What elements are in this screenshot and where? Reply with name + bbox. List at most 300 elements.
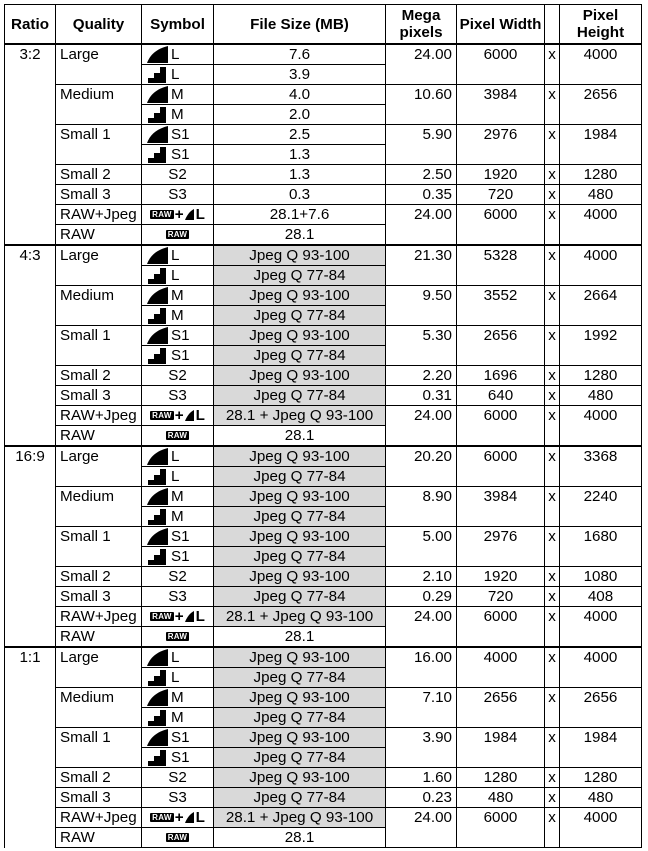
pixel-height-cell: 2656 — [560, 688, 642, 728]
mega-pixels-cell — [386, 627, 457, 648]
table-row — [5, 185, 642, 205]
pixel-height-cell: 4000 — [560, 808, 642, 828]
mega-pixels-cell: 16.00 — [386, 647, 457, 688]
header-file-size: File Size (MB) — [214, 5, 386, 45]
header-row — [5, 5, 642, 45]
quality-symbol — [142, 185, 213, 204]
symbol-label: L — [171, 267, 180, 284]
table-row — [5, 426, 642, 447]
pixel-height-cell: 1984 — [560, 728, 642, 768]
symbol-label: L — [171, 649, 180, 666]
raw-badge-icon: RAW — [167, 632, 188, 641]
file-size-cell: 4.0 — [214, 85, 386, 105]
normal-quality-icon — [146, 66, 168, 83]
table-row — [5, 245, 642, 266]
pixel-height-cell: 4000 — [560, 205, 642, 225]
table-row — [5, 386, 642, 406]
pixel-height-cell: 1280 — [560, 165, 642, 185]
times-cell: x — [545, 44, 560, 85]
normal-quality-icon — [146, 468, 168, 485]
table-row — [5, 44, 642, 65]
file-size-cell: 28.1 — [214, 225, 386, 246]
file-size-cell: Jpeg Q 93-100 — [214, 446, 386, 467]
mega-pixels-cell: 24.00 — [386, 44, 457, 85]
normal-quality-icon — [146, 709, 168, 726]
quality-symbol — [142, 386, 213, 405]
file-size-cell: 1.3 — [214, 165, 386, 185]
quality-cell: Medium — [56, 286, 142, 326]
quality-cell: RAW — [56, 627, 142, 648]
quality-symbol — [142, 85, 213, 104]
symbol-label: S1 — [171, 729, 190, 746]
quality-cell: Small 3 — [56, 185, 142, 205]
table-row — [5, 627, 642, 648]
quality-symbol — [142, 125, 213, 144]
quality-symbol — [142, 426, 213, 445]
symbol-label: S1 — [171, 146, 190, 163]
table-row — [5, 205, 642, 225]
quality-cell: Small 2 — [56, 768, 142, 788]
symbol-cell — [142, 547, 214, 567]
table-row — [5, 527, 642, 547]
quality-symbol — [142, 105, 213, 124]
times-cell: x — [545, 788, 560, 808]
symbol-cell — [142, 346, 214, 366]
file-size-cell: Jpeg Q 93-100 — [214, 567, 386, 587]
pixel-height-cell — [560, 627, 642, 648]
pixel-height-cell: 2656 — [560, 85, 642, 125]
header-x — [545, 5, 560, 45]
pixel-height-cell: 3368 — [560, 446, 642, 487]
table-row — [5, 828, 642, 848]
times-cell: x — [545, 607, 560, 627]
symbol-label: S2 — [168, 166, 187, 183]
times-cell — [545, 627, 560, 648]
file-size-cell: Jpeg Q 77-84 — [214, 788, 386, 808]
symbol-label: L — [171, 669, 180, 686]
quality-symbol — [142, 406, 213, 425]
times-cell: x — [545, 808, 560, 828]
quality-symbol — [142, 205, 213, 224]
file-size-cell: Jpeg Q 93-100 — [214, 647, 386, 668]
symbol-cell — [142, 145, 214, 165]
normal-quality-icon — [146, 146, 168, 163]
mega-pixels-cell: 24.00 — [386, 808, 457, 828]
symbol-label: S3 — [168, 588, 187, 605]
times-cell: x — [545, 446, 560, 487]
pixel-width-cell: 1280 — [457, 768, 545, 788]
quality-cell: RAW — [56, 426, 142, 447]
file-size-cell: Jpeg Q 93-100 — [214, 728, 386, 748]
pixel-width-cell: 2976 — [457, 527, 545, 567]
table-row — [5, 768, 642, 788]
file-size-cell: 7.6 — [214, 44, 386, 65]
symbol-label: S1 — [171, 327, 190, 344]
symbol-cell — [142, 607, 214, 627]
pixel-height-cell — [560, 225, 642, 246]
quality-cell: Small 2 — [56, 567, 142, 587]
file-size-cell: Jpeg Q 77-84 — [214, 507, 386, 527]
symbol-cell — [142, 708, 214, 728]
pixel-height-cell: 408 — [560, 587, 642, 607]
fine-quality-icon — [146, 729, 168, 746]
quality-symbol — [142, 366, 213, 385]
normal-quality-icon — [146, 508, 168, 525]
file-size-cell: 2.0 — [214, 105, 386, 125]
mega-pixels-cell: 5.30 — [386, 326, 457, 366]
file-size-cell: Jpeg Q 77-84 — [214, 708, 386, 728]
normal-quality-icon — [146, 307, 168, 324]
plus-sign: + — [174, 608, 184, 625]
quality-cell: RAW+Jpeg — [56, 607, 142, 627]
table-row — [5, 487, 642, 507]
symbol-cell — [142, 65, 214, 85]
times-cell: x — [545, 205, 560, 225]
times-cell: x — [545, 185, 560, 205]
pixel-width-cell: 640 — [457, 386, 545, 406]
symbol-cell — [142, 467, 214, 487]
quality-symbol — [142, 507, 213, 526]
pixel-width-cell: 1984 — [457, 728, 545, 768]
fine-quality-icon — [146, 287, 168, 304]
mega-pixels-cell — [386, 426, 457, 447]
times-cell: x — [545, 647, 560, 688]
symbol-cell — [142, 406, 214, 426]
mega-pixels-cell: 20.20 — [386, 446, 457, 487]
quality-symbol — [142, 627, 213, 646]
table-body — [5, 44, 642, 848]
symbol-label: L — [171, 468, 180, 485]
table-row — [5, 567, 642, 587]
quality-cell: Small 1 — [56, 728, 142, 768]
symbol-cell — [142, 587, 214, 607]
table-row — [5, 607, 642, 627]
pixel-height-cell: 1680 — [560, 527, 642, 567]
quality-cell: Medium — [56, 487, 142, 527]
times-cell: x — [545, 768, 560, 788]
file-size-cell: 28.1 + Jpeg Q 93-100 — [214, 808, 386, 828]
quality-cell: Small 1 — [56, 125, 142, 165]
pixel-height-cell: 4000 — [560, 245, 642, 286]
table-row — [5, 286, 642, 306]
symbol-label: M — [171, 106, 184, 123]
times-cell: x — [545, 85, 560, 125]
symbol-label: M — [171, 508, 184, 525]
symbol-cell — [142, 627, 214, 648]
pixel-height-cell: 2664 — [560, 286, 642, 326]
file-size-cell: Jpeg Q 93-100 — [214, 527, 386, 547]
mega-pixels-cell: 3.90 — [386, 728, 457, 768]
file-size-cell: 28.1 — [214, 828, 386, 848]
symbol-cell — [142, 306, 214, 326]
file-size-cell: Jpeg Q 77-84 — [214, 748, 386, 768]
file-size-cell: Jpeg Q 93-100 — [214, 688, 386, 708]
ratio-cell: 1:1 — [5, 647, 56, 848]
symbol-label: L — [171, 46, 180, 63]
symbol-cell — [142, 728, 214, 748]
pixel-width-cell: 5328 — [457, 245, 545, 286]
times-cell: x — [545, 567, 560, 587]
quality-symbol — [142, 668, 213, 687]
symbol-cell — [142, 647, 214, 668]
pixel-width-cell: 3984 — [457, 85, 545, 125]
fine-quality-icon — [185, 209, 194, 220]
symbol-cell — [142, 768, 214, 788]
pixel-height-cell: 1280 — [560, 366, 642, 386]
quality-cell: Small 3 — [56, 386, 142, 406]
table-row — [5, 647, 642, 668]
fine-quality-icon — [146, 488, 168, 505]
normal-quality-icon — [146, 267, 168, 284]
raw-badge-icon: RAW — [167, 230, 188, 239]
quality-cell: Small 3 — [56, 587, 142, 607]
pixel-height-cell: 1984 — [560, 125, 642, 165]
table-row — [5, 587, 642, 607]
raw-badge-icon: RAW — [167, 833, 188, 842]
fine-quality-icon — [185, 812, 194, 823]
pixel-height-cell: 4000 — [560, 607, 642, 627]
mega-pixels-cell — [386, 828, 457, 848]
normal-quality-icon — [146, 347, 168, 364]
file-size-cell: Jpeg Q 93-100 — [214, 487, 386, 507]
times-cell: x — [545, 386, 560, 406]
quality-symbol — [142, 286, 213, 305]
mega-pixels-cell: 7.10 — [386, 688, 457, 728]
quality-symbol — [142, 266, 213, 285]
pixel-width-cell — [457, 225, 545, 246]
table-row — [5, 446, 642, 467]
mega-pixels-cell: 5.90 — [386, 125, 457, 165]
quality-cell: RAW+Jpeg — [56, 406, 142, 426]
file-size-cell: 28.1+7.6 — [214, 205, 386, 225]
pixel-height-cell: 4000 — [560, 647, 642, 688]
quality-cell: RAW+Jpeg — [56, 205, 142, 225]
quality-symbol — [142, 748, 213, 767]
pixel-width-cell: 2656 — [457, 688, 545, 728]
times-cell: x — [545, 527, 560, 567]
table-row — [5, 688, 642, 708]
mega-pixels-cell: 8.90 — [386, 487, 457, 527]
symbol-cell — [142, 185, 214, 205]
symbol-label: L — [171, 448, 180, 465]
symbol-label: M — [171, 86, 184, 103]
file-size-cell: Jpeg Q 93-100 — [214, 366, 386, 386]
quality-symbol — [142, 808, 213, 827]
plus-sign: + — [174, 206, 184, 223]
quality-symbol — [142, 547, 213, 566]
quality-symbol — [142, 306, 213, 325]
header-quality: Quality — [56, 5, 142, 45]
mega-pixels-cell: 1.60 — [386, 768, 457, 788]
quality-cell: Small 2 — [56, 366, 142, 386]
table-row — [5, 788, 642, 808]
times-cell — [545, 225, 560, 246]
quality-cell: Small 2 — [56, 165, 142, 185]
file-size-cell: Jpeg Q 93-100 — [214, 286, 386, 306]
pixel-width-cell: 2656 — [457, 326, 545, 366]
quality-symbol — [142, 728, 213, 747]
ratio-cell: 16:9 — [5, 446, 56, 647]
pixel-width-cell: 4000 — [457, 647, 545, 688]
quality-symbol — [142, 65, 213, 84]
normal-quality-icon — [146, 669, 168, 686]
symbol-cell — [142, 567, 214, 587]
symbol-label: S3 — [168, 387, 187, 404]
file-size-cell: 28.1 — [214, 627, 386, 648]
pixel-width-cell: 3552 — [457, 286, 545, 326]
pixel-width-cell: 6000 — [457, 607, 545, 627]
symbol-cell — [142, 225, 214, 246]
quality-cell: Large — [56, 44, 142, 85]
symbol-label: S2 — [168, 769, 187, 786]
pixel-width-cell — [457, 426, 545, 447]
times-cell: x — [545, 125, 560, 165]
file-size-cell: Jpeg Q 77-84 — [214, 386, 386, 406]
quality-symbol — [142, 567, 213, 586]
quality-symbol — [142, 447, 213, 466]
symbol-cell — [142, 446, 214, 467]
fine-quality-icon — [146, 448, 168, 465]
header-pixel-width: Pixel Width — [457, 5, 545, 45]
table-row — [5, 225, 642, 246]
mega-pixels-cell: 9.50 — [386, 286, 457, 326]
pixel-width-cell: 6000 — [457, 446, 545, 487]
mega-pixels-cell: 5.00 — [386, 527, 457, 567]
symbol-cell — [142, 527, 214, 547]
quality-cell: Small 3 — [56, 788, 142, 808]
file-size-cell: 1.3 — [214, 145, 386, 165]
quality-symbol — [142, 145, 213, 164]
table-row — [5, 808, 642, 828]
symbol-label: M — [171, 488, 184, 505]
quality-cell: Medium — [56, 688, 142, 728]
fine-quality-icon — [146, 46, 168, 63]
pixel-width-cell: 1920 — [457, 567, 545, 587]
fine-quality-icon — [146, 126, 168, 143]
file-size-cell: Jpeg Q 77-84 — [214, 587, 386, 607]
file-size-cell: 3.9 — [214, 65, 386, 85]
times-cell: x — [545, 286, 560, 326]
mega-pixels-cell: 2.50 — [386, 165, 457, 185]
times-cell: x — [545, 487, 560, 527]
quality-symbol — [142, 246, 213, 265]
pixel-width-cell — [457, 828, 545, 848]
symbol-cell — [142, 808, 214, 828]
table-row — [5, 125, 642, 145]
quality-symbol — [142, 467, 213, 486]
file-size-cell: Jpeg Q 77-84 — [214, 467, 386, 487]
quality-symbol — [142, 768, 213, 787]
times-cell — [545, 828, 560, 848]
normal-quality-icon — [146, 548, 168, 565]
symbol-cell — [142, 125, 214, 145]
quality-symbol — [142, 587, 213, 606]
symbol-label: S1 — [171, 347, 190, 364]
symbol-cell — [142, 165, 214, 185]
times-cell: x — [545, 245, 560, 286]
quality-cell: Small 1 — [56, 326, 142, 366]
fine-quality-icon — [146, 689, 168, 706]
normal-quality-icon — [146, 749, 168, 766]
symbol-label: L — [195, 407, 205, 424]
symbol-label: S1 — [171, 749, 190, 766]
raw-badge-icon: RAW — [152, 813, 172, 822]
mega-pixels-cell: 0.23 — [386, 788, 457, 808]
times-cell: x — [545, 326, 560, 366]
symbol-cell — [142, 507, 214, 527]
quality-cell: Large — [56, 245, 142, 286]
symbol-cell — [142, 44, 214, 65]
times-cell: x — [545, 587, 560, 607]
quality-symbol — [142, 828, 213, 847]
symbol-cell — [142, 487, 214, 507]
pixel-height-cell: 480 — [560, 185, 642, 205]
times-cell: x — [545, 728, 560, 768]
quality-symbol — [142, 648, 213, 667]
mega-pixels-cell: 0.29 — [386, 587, 457, 607]
file-size-cell: Jpeg Q 77-84 — [214, 668, 386, 688]
mega-pixels-cell: 24.00 — [386, 607, 457, 627]
file-size-cell: 28.1 — [214, 426, 386, 447]
file-size-cell: Jpeg Q 77-84 — [214, 266, 386, 286]
pixel-height-cell: 4000 — [560, 44, 642, 85]
quality-symbol — [142, 607, 213, 626]
pixel-height-cell: 1280 — [560, 768, 642, 788]
table-row — [5, 366, 642, 386]
header-symbol: Symbol — [142, 5, 214, 45]
symbol-cell — [142, 668, 214, 688]
header-ratio: Ratio — [5, 5, 56, 45]
quality-symbol — [142, 688, 213, 707]
table-row — [5, 326, 642, 346]
symbol-cell — [142, 748, 214, 768]
symbol-cell — [142, 105, 214, 125]
pixel-width-cell: 6000 — [457, 44, 545, 85]
pixel-width-cell: 720 — [457, 587, 545, 607]
ratio-cell: 4:3 — [5, 245, 56, 446]
mega-pixels-cell: 2.10 — [386, 567, 457, 587]
file-size-cell: 0.3 — [214, 185, 386, 205]
fine-quality-icon — [146, 649, 168, 666]
symbol-label: S3 — [168, 186, 187, 203]
table-row — [5, 728, 642, 748]
symbol-label: L — [171, 66, 180, 83]
symbol-cell — [142, 386, 214, 406]
plus-sign: + — [174, 407, 184, 424]
mega-pixels-cell: 0.31 — [386, 386, 457, 406]
table-row — [5, 85, 642, 105]
symbol-label: S3 — [168, 789, 187, 806]
quality-cell: RAW+Jpeg — [56, 808, 142, 828]
symbol-label: L — [195, 608, 205, 625]
quality-cell: Small 1 — [56, 527, 142, 567]
raw-badge-icon: RAW — [152, 612, 172, 621]
quality-symbol — [142, 165, 213, 184]
pixel-width-cell: 6000 — [457, 205, 545, 225]
pixel-height-cell: 2240 — [560, 487, 642, 527]
symbol-label: S2 — [168, 568, 187, 585]
symbol-label: S2 — [168, 367, 187, 384]
symbol-cell — [142, 366, 214, 386]
file-size-cell: 28.1 + Jpeg Q 93-100 — [214, 607, 386, 627]
symbol-label: S1 — [171, 528, 190, 545]
fine-quality-icon — [185, 410, 194, 421]
symbol-label: L — [195, 809, 205, 826]
pixel-width-cell: 1920 — [457, 165, 545, 185]
symbol-label: S1 — [171, 126, 190, 143]
quality-symbol — [142, 788, 213, 807]
pixel-height-cell — [560, 426, 642, 447]
